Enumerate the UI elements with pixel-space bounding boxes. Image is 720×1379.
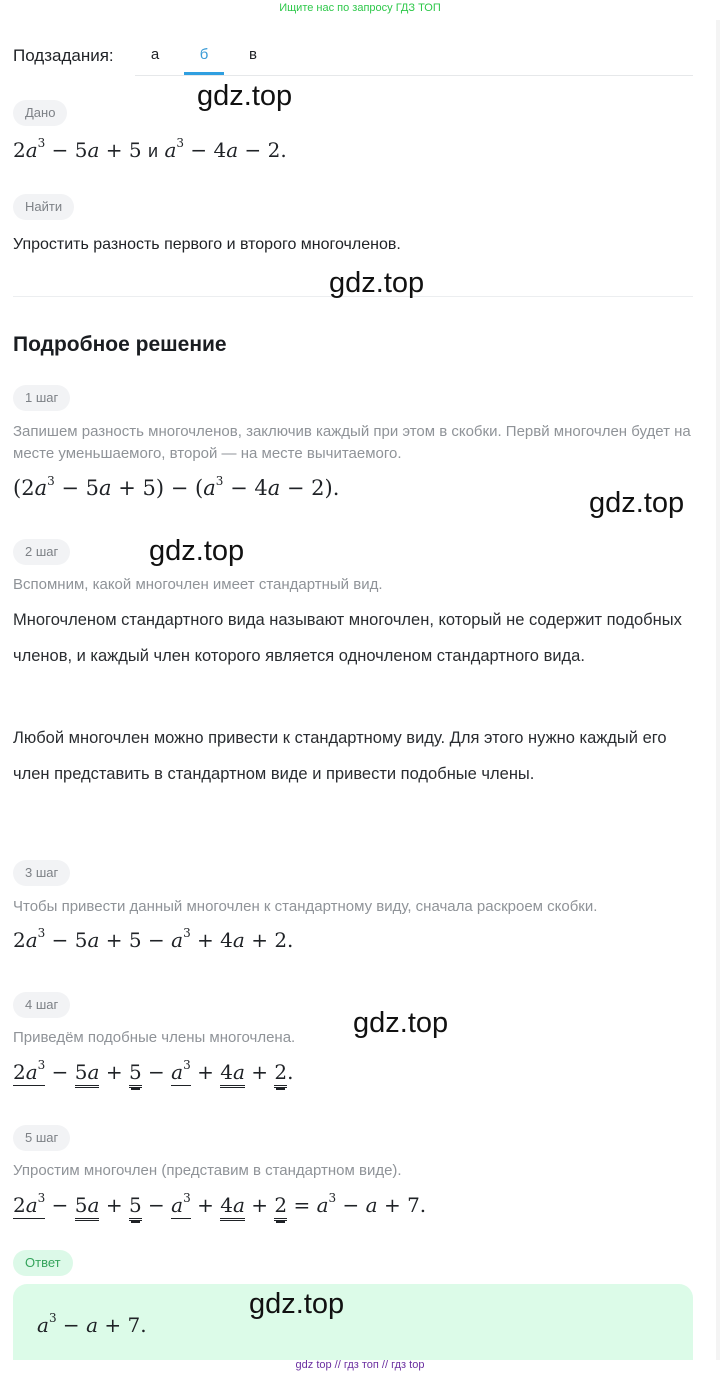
solution-title: Подробное решение [13,333,227,356]
tab-subtask-a[interactable]: а [150,46,160,63]
subtask-tabs [135,40,693,76]
step-3-hint: Чтобы привести данный многочлен к стандартному виду, сначала раскроем скобки. [13,898,598,915]
watermark: gdz.top [249,1288,345,1320]
step-1-hint: Запишем разность многочленов, заключив каждый при этом в скобки. Первй многочлен будет на месте уменьшаемого, второй — на месте вычитаемого. [13,423,691,462]
given-expression [13,138,287,162]
scrollbar[interactable] [716,20,720,1360]
answer-expression: $a^3 - a + 7$. [37,1311,147,1337]
search-hint-banner: Ищите нас по запросу ГДЗ ТОП [279,2,441,14]
step-2-rule: Любой многочлен можно привести к стандартному виду. Для этого нужно каждый его член представить в стандартном виде и привести подобные члены. [13,729,667,783]
step-1-chip: 1 шаг [13,385,70,411]
step-3-expression: $2a^3 - 5a + 5 - a^3 + 4a + 2$. [13,926,294,952]
given-polynomial-2: $a^3 - 4a - 2$. [164,136,287,162]
watermark: gdz.top [589,487,685,519]
subtasks-nav [13,40,693,76]
step-4-hint: Приведём подобные члены многочлена. [13,1029,296,1046]
step-5-chip: 5 шаг [13,1125,70,1151]
find-chip: Найти [13,194,74,220]
step-5-hint: Упростим многочлен (представим в стандартном виде). [13,1162,402,1179]
step-3-chip: 3 шаг [13,860,70,886]
step-5-expression: $2a^3 - 5a + 5 - a^3 + 4a + 2 = a^3 - a + 7$. [13,1193,426,1217]
step-4-chip: 4 шаг [13,992,70,1018]
tab-subtask-v[interactable]: в [249,46,257,63]
subtasks-label: Подзадания: [13,46,114,65]
step-1-expression: $(2a^3 - 5a + 5) - (a^3 - 4a - 2)$. [13,474,340,500]
footer-links: gdz top // гдз топ // гдз top [295,1359,425,1371]
step-4-expression: $2a^3 - 5a + 5 - a^3 + 4a + 2$. [13,1060,293,1084]
watermark: gdz.top [353,1007,449,1039]
answer-box [13,1284,693,1360]
given-chip: Дано [13,100,67,126]
step-2-hint: Вспомним, какой многочлен имеет стандартный вид. [13,576,383,593]
tab-subtask-b[interactable]: б [184,46,224,75]
watermark: gdz.top [197,80,293,112]
watermark: gdz.top [149,535,245,567]
find-text: Упростить разность первого и второго многочленов. [13,236,401,253]
step-2-chip: 2 шаг [13,539,70,565]
given-conjunction: и [148,141,159,161]
answer-chip: Ответ [13,1250,73,1276]
given-polynomial-1: $2a^3 - 5a + 5$ [13,136,142,162]
watermark: gdz.top [329,267,425,299]
step-2-definition: Многочленом стандартного вида называют многочлен, который не содержит подобных членов, и каждый член которого является одночленом стандартного вида. [13,611,682,665]
